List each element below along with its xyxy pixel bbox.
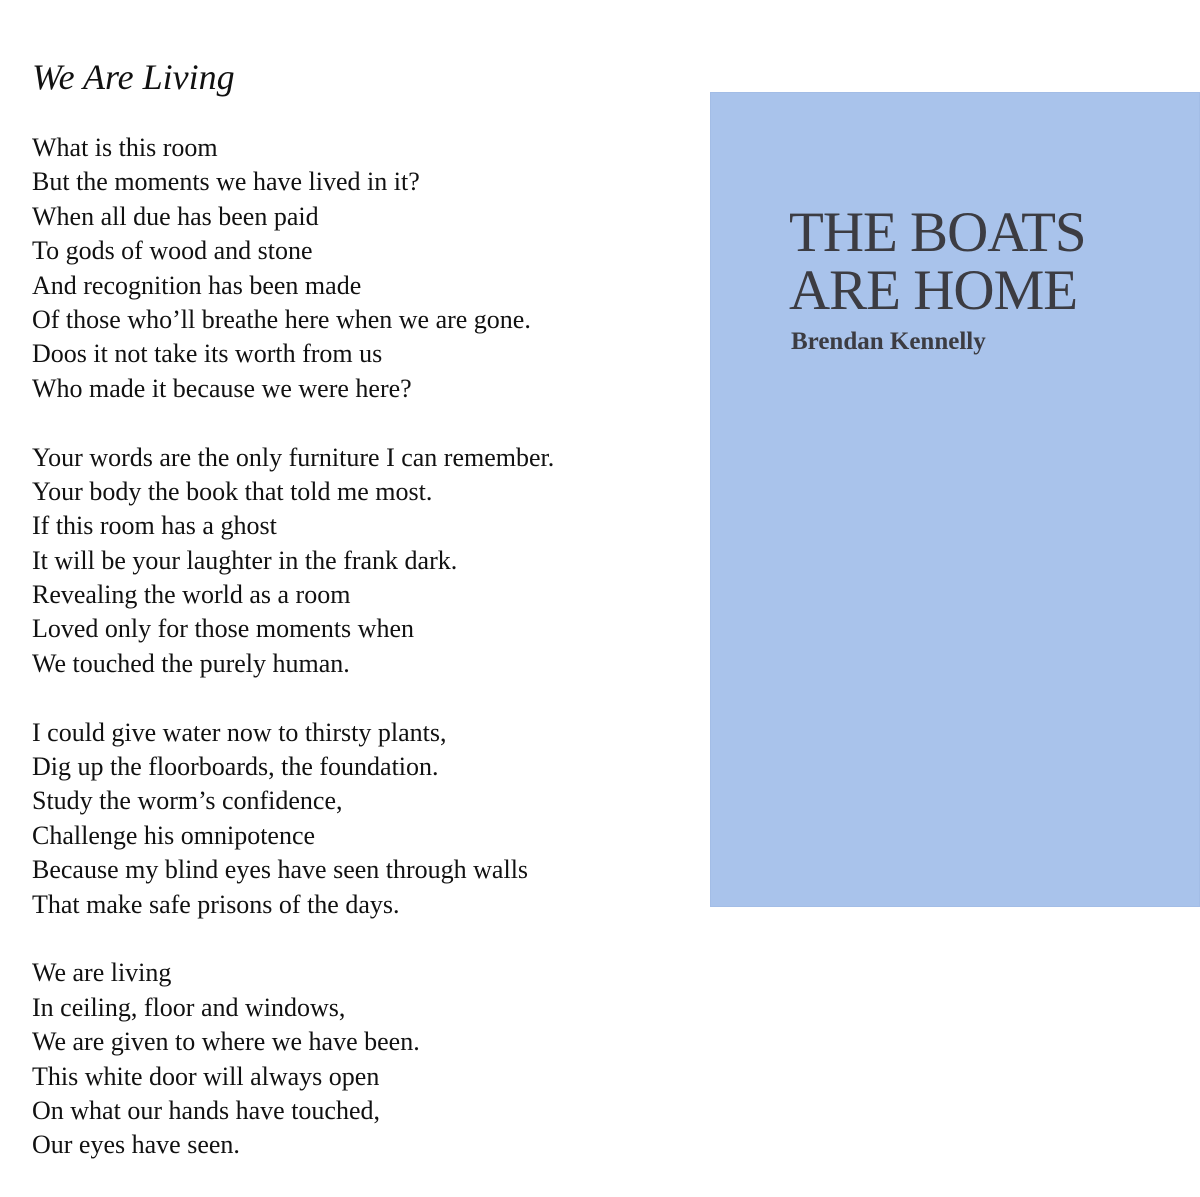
poem-line: We touched the purely human. [32,648,350,678]
poem-line: Who made it because we were here? [32,373,412,403]
poem-line: And recognition has been made [32,270,362,300]
poem-line: When all due has been paid [32,201,319,231]
poem-line: I could give water now to thirsty plants, [32,717,447,747]
poem-line: Loved only for those moments when [32,614,414,644]
poem-line: If this room has a ghost [32,511,277,541]
poem-body [32,131,692,1197]
stanza-3 [32,716,692,922]
poem-line: We are living [32,958,172,988]
poem-line: Challenge his omnipotence [32,820,316,850]
poem-line: Study the worm’s confidence, [32,786,343,816]
book-cover-image [710,92,1200,907]
poem-line: To gods of wood and stone [32,236,313,266]
poem-line: That make safe prisons of the days. [32,889,400,919]
book-title-line: ARE HOME [789,259,1078,322]
poem-line: But the moments we have lived in it? [32,167,420,197]
poem-line: Your body the book that told me most. [32,476,433,506]
poem-line: We are given to where we have been. [32,1027,420,1057]
poem-line: This white door will always open [32,1061,380,1091]
poem-line: In ceiling, floor and windows, [32,992,346,1022]
poem-line: On what our hands have touched, [32,1095,381,1125]
poem-line: Revealing the world as a room [32,580,351,610]
poem-line: What is this room [32,133,218,162]
stanza-2 [32,441,692,682]
poem-line: Dig up the floorboards, the foundation. [32,752,439,782]
poem-line: It will be your laughter in the frank dark. [32,545,458,575]
stanza-1 [32,131,692,406]
poem-line: Because my blind eyes have seen through walls [32,855,529,885]
stanza-4 [32,956,692,1162]
poem-line: Of those who’ll breathe here when we are gone. [32,304,531,334]
poem-line: Doos it not take its worth from us [32,339,383,369]
book-title [789,201,1189,322]
poem-line: Our eyes have seen. [32,1130,240,1160]
poem-line: Your words are the only furniture I can remember. [32,442,555,472]
book-author: Brendan Kennelly [791,328,986,355]
book-title-line: THE BOATS [789,201,1086,264]
poem-title: We Are Living [32,57,235,97]
